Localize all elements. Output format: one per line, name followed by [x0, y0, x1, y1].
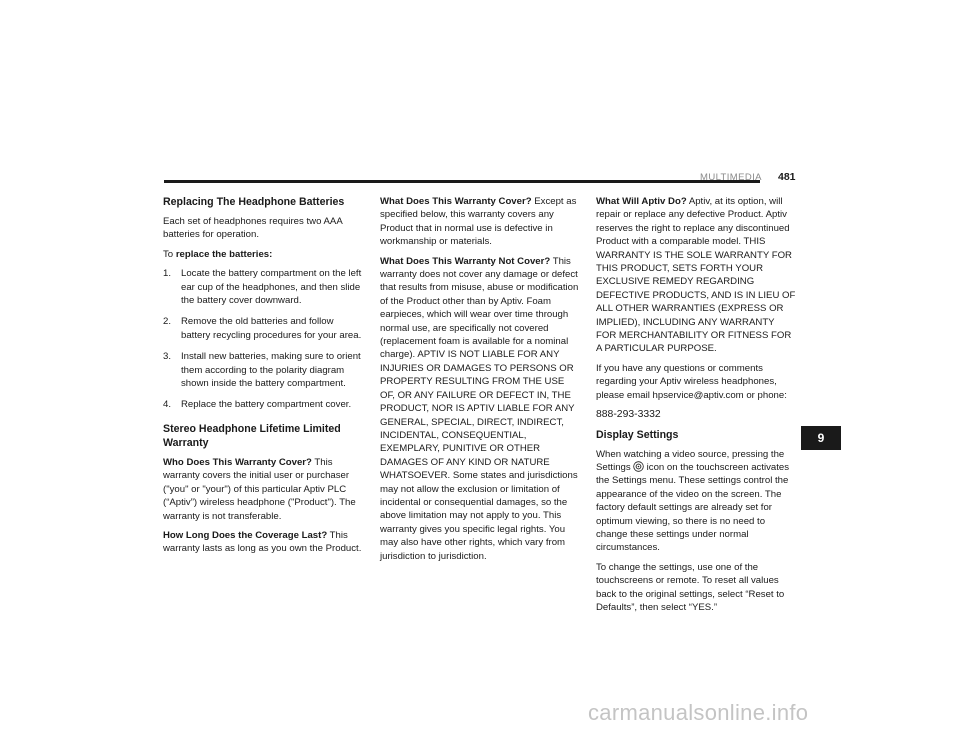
- answer-what-covered: Except as specified below, this warranty covers any Product that in normal use is defective in workmanship or materials.: [380, 196, 577, 248]
- paragraph-change-settings: To change the settings, use one of the touchscreens or remote. To reset all values back to the original settings, select “Reset to Defaults”, then select “YES.”: [596, 561, 785, 613]
- list-item: [163, 398, 363, 411]
- paragraph-what-covered: [380, 195, 580, 249]
- answer-how-long: This warranty lasts as long as you own the Product.: [163, 529, 362, 555]
- display-text-a: When watching a video source, pressing the Settings: [596, 448, 785, 473]
- step-text: Locate the battery compartment on the left ear cup of the headphones, and then slide the battery cover downward.: [181, 268, 362, 307]
- paragraph-batteries-required: Each set of headphones requires two AAA batteries for operation.: [163, 216, 343, 241]
- heading-warranty: Stereo Headphone Lifetime Limited Warranty: [163, 422, 341, 449]
- header-rule: [164, 180, 760, 183]
- answer-not-covered: This warranty does not cover any damage or defect that results from misuse, abuse or modification of the Product other than by Aptiv. Foam earpieces, which will wear over time through normal use, are specifically not covered (replacement foam is available for a nominal charge). APTIV IS NOT LIABLE FOR ANY INJURIES OR DAMAGES TO PERSONS OR PROPERTY RESULTING FROM THE USE OF, OR ANY FAILURE OR DEFECT IN, THE PRODUCT, NOR IS APTIV LIABLE FOR ANY GENERAL, SPECIAL, DIRECT, INDIRECT, INCIDENTAL, CONSEQUENTIAL, EXEMPLARY, PUNITIVE OR OTHER DAMAGES OF ANY KIND OR NATURE WHATSOEVER. Some states and jurisdictions may not allow the exclusion or limitation of incidental or consequential damages, so the above limitation may not apply to you. This warranty gives you specific legal rights. You may also have other rights, which vary from jurisdiction to jurisdiction.: [380, 255, 579, 562]
- paragraph-how-long: [163, 529, 363, 556]
- paragraph-display: [596, 448, 796, 555]
- battery-steps-list: [163, 267, 363, 412]
- paragraph-questions: If you have any questions or comments regarding your Aptiv wireless headphones, please email hpservice@aptiv.com or phone:: [596, 362, 787, 401]
- display-text-b: icon on the touchscreen activates the Settings menu. These settings control the appearance of the video on the screen. The factory default settings are already set for optimum viewing, so there is no need to change these settings under normal circumstances.: [596, 461, 790, 554]
- steps-intro: [163, 248, 363, 261]
- heading-display-settings: Display Settings: [596, 428, 679, 441]
- list-item: [163, 315, 363, 342]
- section-title: MULTIMEDIA: [700, 172, 762, 183]
- heading-replacing-batteries: Replacing The Headphone Batteries: [163, 196, 345, 208]
- question-who-covered: Who Does This Warranty Cover?: [163, 456, 312, 468]
- paragraph-aptiv-do: [596, 195, 796, 356]
- page-number: 481: [778, 171, 796, 183]
- answer-aptiv-do: Aptiv, at its option, will repair or replace any defective Product. Aptiv reserves the right to replace any discontinued Product with a comparable model. THIS WARRANTY IS THE SOLE WARRANTY FOR THIS PRODUCT, SETS FORTH YOUR EXCLUSIVE REMEDY REGARDING DEFECTIVE PRODUCTS, AND IS IN LIEU OF ALL OTHER WARRANTIES (EXPRESS OR IMPLIED), INCLUDING ANY WARRANTY FOR MERCHANTABILITY OR FITNESS FOR A PARTICULAR PURPOSE.: [596, 196, 796, 355]
- column-1: [163, 195, 363, 562]
- phone-number: 888-293-3332: [596, 409, 661, 421]
- steps-intro-bold: replace the batteries:: [175, 248, 273, 260]
- step-number: 1.: [163, 268, 172, 280]
- step-number: 2.: [163, 316, 172, 328]
- step-text: Replace the battery compartment cover.: [181, 399, 352, 411]
- step-number: 4.: [163, 399, 172, 411]
- column-3: [596, 195, 796, 620]
- step-text: Remove the old batteries and follow battery recycling procedures for your area.: [181, 316, 362, 341]
- question-aptiv-do: What Will Aptiv Do?: [596, 196, 687, 207]
- step-text: Install new batteries, making sure to orient them according to the polarity diagram shown inside the battery compartment.: [181, 351, 361, 390]
- gear-icon: [633, 461, 644, 472]
- question-not-covered: What Does This Warranty Not Cover?: [380, 255, 551, 267]
- paragraph-who-covered: [163, 456, 363, 523]
- steps-intro-prefix: To: [163, 248, 176, 260]
- step-number: 3.: [163, 351, 172, 363]
- question-what-covered: What Does This Warranty Cover?: [380, 196, 532, 207]
- column-2: [380, 195, 580, 569]
- paragraph-not-covered: [380, 255, 580, 563]
- question-how-long: How Long Does the Coverage Last?: [163, 529, 328, 541]
- watermark: carmanualsonline.info: [588, 700, 809, 725]
- answer-who-covered: This warranty covers the initial user or purchaser ("you" or "your") of this particular Aptiv PLC (“Aptiv”) wireless headphone ("Product"). The warranty is not transferable.: [163, 456, 356, 522]
- chapter-tab: 9: [801, 426, 841, 450]
- list-item: [163, 350, 363, 390]
- list-item: [163, 267, 363, 307]
